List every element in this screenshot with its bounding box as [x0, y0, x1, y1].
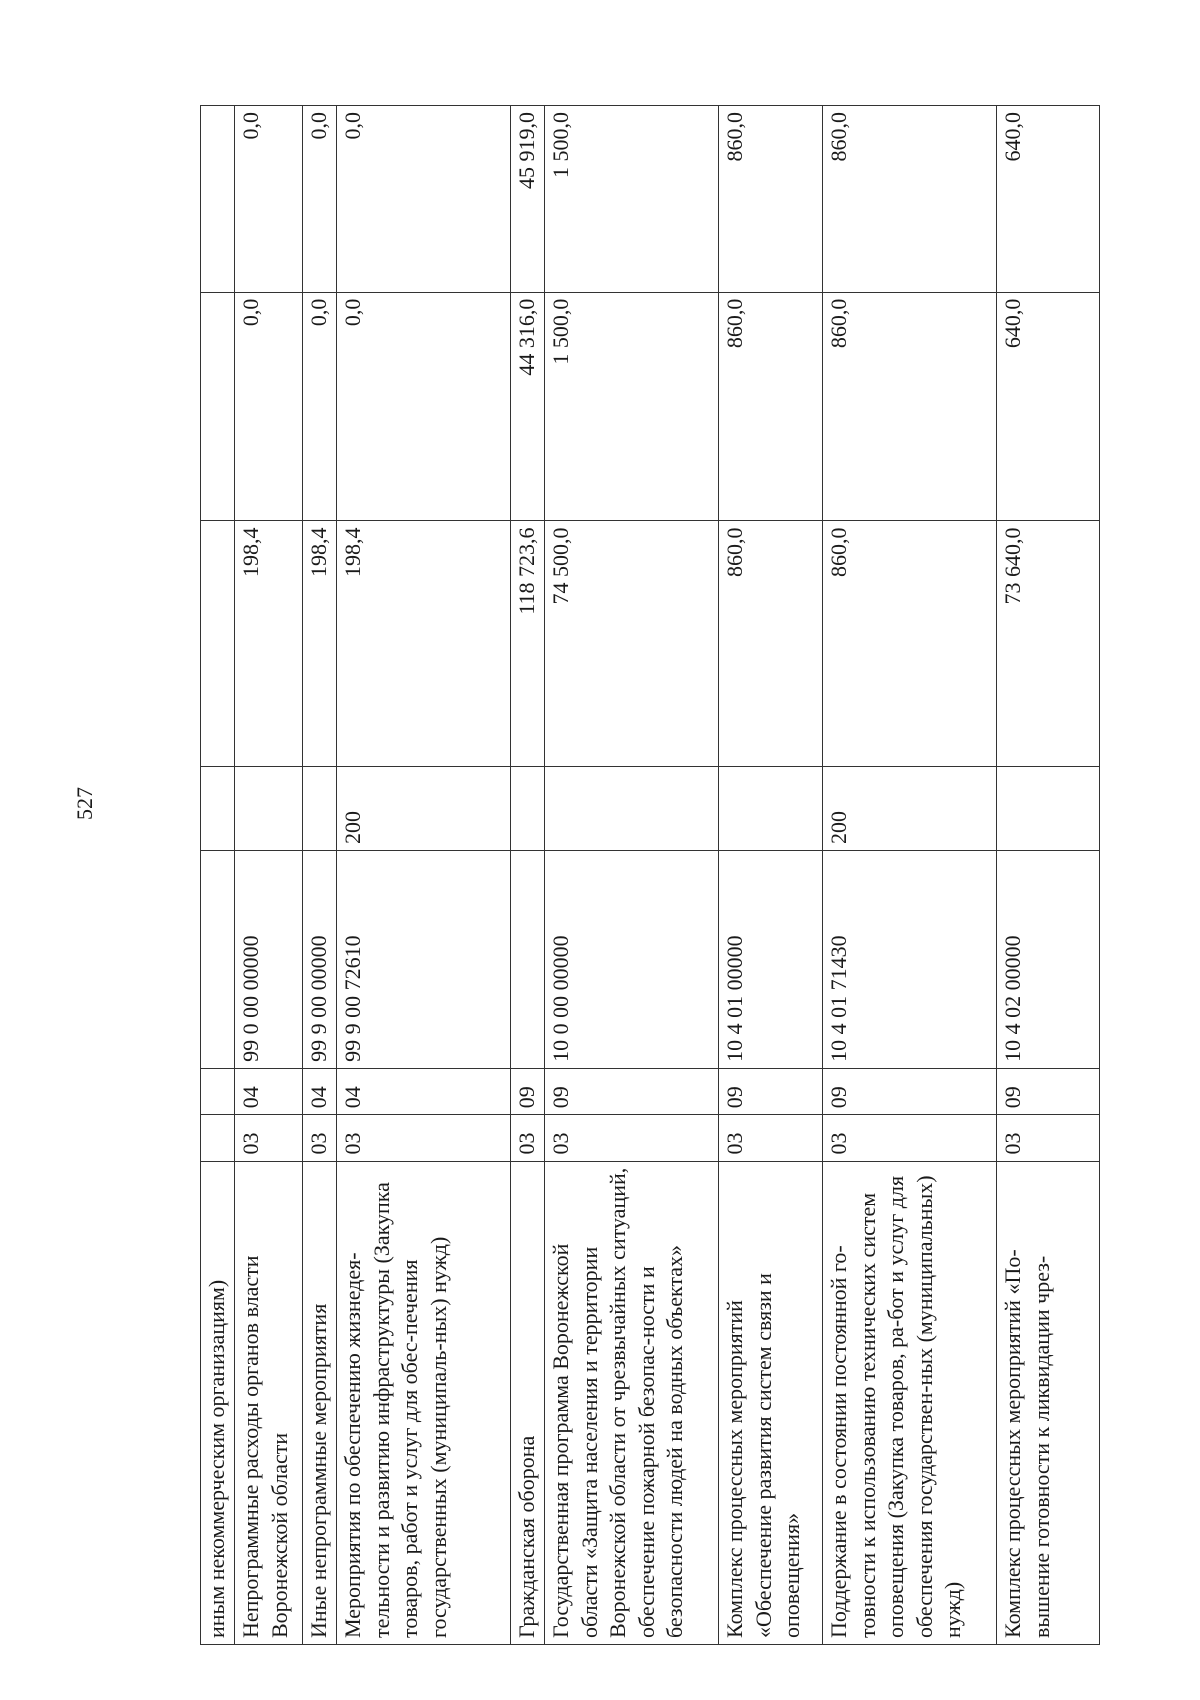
cell-amount-2: 640,0 — [997, 292, 1100, 521]
table-row — [997, 106, 1100, 1645]
cell-name: Непрограммные расходы органов власти Воронежской области — [235, 1161, 303, 1644]
budget-table — [200, 105, 1100, 1645]
cell-expense-type — [997, 766, 1100, 850]
cell-subsection: 09 — [545, 1068, 719, 1114]
cell-amount-3: 45 919,0 — [511, 106, 545, 293]
cell-amount-2 — [201, 292, 235, 521]
cell-amount-3: 0,0 — [337, 106, 511, 293]
table-row — [235, 106, 303, 1645]
cell-subsection: 04 — [337, 1068, 511, 1114]
cell-subsection — [201, 1068, 235, 1114]
cell-amount-3: 640,0 — [997, 106, 1100, 293]
cell-name: Государственная программа Воронежской области «Защита населения и территории Воронежской области от чрезвычайных ситуаций, обеспечение пожарной безопас-ности и безопасности людей на водных объектах» — [545, 1161, 719, 1644]
cell-amount-3: 860,0 — [719, 106, 823, 293]
cell-section: 03 — [337, 1115, 511, 1161]
cell-name: Поддержание в состоянии постоянной го-товности к использованию технических систем оповещения (Закупка товаров, ра-бот и услуг для обеспечения государствен-ных (муниципальных) нужд) — [823, 1161, 997, 1644]
table-row — [201, 106, 235, 1645]
cell-target-article: 10 4 01 71430 — [823, 851, 997, 1069]
cell-amount-3: 1 500,0 — [545, 106, 719, 293]
cell-target-article: 99 9 00 72610 — [337, 851, 511, 1069]
cell-amount-2: 1 500,0 — [545, 292, 719, 521]
cell-subsection: 09 — [997, 1068, 1100, 1114]
cell-section: 03 — [511, 1115, 545, 1161]
cell-section: 03 — [303, 1115, 337, 1161]
cell-amount-3: 0,0 — [235, 106, 303, 293]
cell-amount-2: 860,0 — [823, 292, 997, 521]
cell-expense-type — [511, 766, 545, 850]
cell-target-article: 10 4 01 00000 — [719, 851, 823, 1069]
table-row — [719, 106, 823, 1645]
cell-name: иным некоммерческим организациям) — [201, 1161, 235, 1644]
cell-amount-2: 0,0 — [337, 292, 511, 521]
cell-amount-2: 44 316,0 — [511, 292, 545, 521]
cell-amount-3: 0,0 — [303, 106, 337, 293]
cell-amount-1: 860,0 — [823, 521, 997, 766]
table-row — [303, 106, 337, 1645]
cell-section: 03 — [997, 1115, 1100, 1161]
cell-amount-2: 0,0 — [303, 292, 337, 521]
cell-amount-1: 198,4 — [235, 521, 303, 766]
cell-amount-1: 74 500,0 — [545, 521, 719, 766]
cell-section: 03 — [235, 1115, 303, 1161]
cell-subsection: 04 — [235, 1068, 303, 1114]
cell-name: Комплекс процессных мероприятий «По-вышение готовности к ликвидации чрез- — [997, 1161, 1100, 1644]
cell-amount-2: 860,0 — [719, 292, 823, 521]
cell-section: 03 — [545, 1115, 719, 1161]
cell-section: 03 — [719, 1115, 823, 1161]
cell-target-article: 99 9 00 00000 — [303, 851, 337, 1069]
cell-amount-1: 860,0 — [719, 521, 823, 766]
cell-amount-3 — [201, 106, 235, 293]
cell-target-article — [511, 851, 545, 1069]
table-row — [337, 106, 511, 1645]
table-row — [545, 106, 719, 1645]
cell-section: 03 — [823, 1115, 997, 1161]
cell-section — [201, 1115, 235, 1161]
cell-expense-type — [235, 766, 303, 850]
cell-amount-1: 198,4 — [337, 521, 511, 766]
cell-subsection: 09 — [823, 1068, 997, 1114]
cell-expense-type: 200 — [823, 766, 997, 850]
cell-expense-type — [303, 766, 337, 850]
cell-name: Мероприятия по обеспечению жизнедея-тельности и развитию инфраструктуры (Закупка товаров, работ и услуг для обес-печения государственных (муниципаль-ных) нужд) — [337, 1161, 511, 1644]
table-row — [823, 106, 997, 1645]
cell-expense-type — [201, 766, 235, 850]
cell-target-article: 10 0 00 00000 — [545, 851, 719, 1069]
cell-amount-1: 198,4 — [303, 521, 337, 766]
cell-amount-1: 73 640,0 — [997, 521, 1100, 766]
cell-expense-type — [719, 766, 823, 850]
budget-table-frame — [200, 105, 1095, 1645]
cell-expense-type: 200 — [337, 766, 511, 850]
cell-expense-type — [545, 766, 719, 850]
cell-name: Гражданская оборона — [511, 1161, 545, 1644]
cell-target-article: 10 4 02 00000 — [997, 851, 1100, 1069]
cell-subsection: 09 — [511, 1068, 545, 1114]
cell-amount-1 — [201, 521, 235, 766]
table-row — [511, 106, 545, 1645]
cell-amount-1: 118 723,6 — [511, 521, 545, 766]
cell-name: Комплекс процессных мероприятий «Обеспечение развития систем связи и оповещения» — [719, 1161, 823, 1644]
cell-subsection: 09 — [719, 1068, 823, 1114]
cell-name: Иные непрограммные мероприятия — [303, 1161, 337, 1644]
cell-amount-3: 860,0 — [823, 106, 997, 293]
cell-target-article — [201, 851, 235, 1069]
cell-subsection: 04 — [303, 1068, 337, 1114]
cell-amount-2: 0,0 — [235, 292, 303, 521]
cell-target-article: 99 0 00 00000 — [235, 851, 303, 1069]
page-number: 527 — [72, 787, 97, 820]
